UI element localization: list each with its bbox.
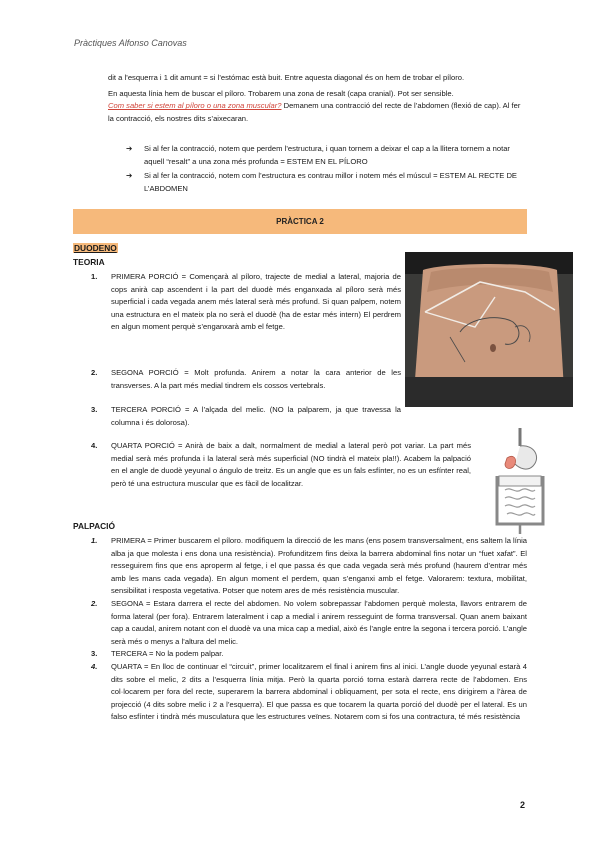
palpacio-item-4 [73,661,527,724]
palpacio-item-3 [73,648,527,661]
practice-banner-label: PRÀCTICA 2 [276,217,324,226]
teoria-list [73,271,401,334]
item-number: 3. [91,405,98,414]
teoria-item-3 [73,404,401,429]
teoria-list-2 [73,367,401,392]
item-text: TERCERA PORCIÓ = A l’alçada del melic. (NO la palparem, ja que travessa la columna i és dolorosa). [111,405,401,427]
item-text: QUARTA = En lloc de continuar el “circuit”, primer localitzarem el final i anirem fins al inici. L’angle duode yeyunal estarà 4 dits sobre el melic, 2 dits a l’esquerra línia mitja. Però la quarta porció torna estarà darrera recte de l’abdomen. Ens col·locarem per fora del recte, superarem la barrera abdominal i obliquament, per sota el recte, ens dirigirem a l’àrea de projecció (4 dits sobre melic i 2 a l’esquerra). El que passa es que tocarem la quarta porció del duodè per el lateral. Es un falso esfínter i tindrà més musculatura que les estructures veïnes. Notarem com si fos una contractura, té més resistència [111,661,527,722]
abdomen-photo [405,252,573,407]
teoria-item-1 [73,271,401,334]
item-number: 1. [91,272,98,281]
item-text: PRIMERA PORCIÓ = Començarà al píloro, trajecte de medial a lateral, majoria de cops anirà cap ascendent i la part del duodè més enganxada al píloro serà més superficial i cada vegada anem més lateral serà més profund. Si quan palpem, notem una estructura en el mateix pla no serà el duodè (ha de estar més intern) El perdrem en algun moment perquè s’enganxarà amb el fetge. [111,272,401,332]
teoria-item-4 [73,440,471,490]
intro-paragraph-1: dit a l’esquerra i 1 dit amunt = si l’estómac està buit. Entre aquesta diagonal és on hem de trobar el píloro. [108,73,465,82]
arrow-item-text: Si al fer la contracció, notem que perdem l’estructura, i quan tornem a deixar el cap a la llitera tornem a notar aquell “resalt” a una zona més profunda = ESTEM EN EL PÍLORO [144,144,510,166]
teoria-list-3 [73,404,401,429]
section-heading-duodeno: DUODENO [74,243,117,253]
intro-block [108,72,528,125]
arrow-item-text: Si al fer la contracció, notem com l’estructura es contrau millor i notem més el múscul = ESTEM AL RECTE DE L’ABDOMEN [144,171,517,193]
question-link[interactable]: Com saber si estem al píloro o una zona muscular? [108,101,282,111]
item-text: SEGONA = Estara darrera el recte del abdomen. No volem sobrepassar l’abdomen perquè molesta, llavors entrarem de forma lateral (per fora). Entrarem lateralment i cap a medial i anirem resseguint de forma transversal. Quan anem baixant cap a caudal, anirem notant con el duodè va una mica cap a medial, això és l’angle entre la segona i tercera porció. L’angle serà més o menys a l’altura del melic. [111,598,527,646]
item-number: 4. [91,441,98,450]
item-number: 2. [91,598,98,608]
page-header: Pràctiques Alfonso Canovas [74,38,187,48]
page-number: 2 [520,800,526,810]
section-heading-teoria: TEORIA [73,257,105,267]
palpacio-item-1 [73,535,527,598]
palpacio-item-2 [73,598,527,648]
arrow-right-icon: ➔ [126,171,133,181]
intro-paragraph-2: En aquesta línia hem de buscar el píloro. Trobarem una zona de resalt (capa cranial). Pot ser sensible. [108,88,454,98]
item-number: 3. [91,649,98,659]
teoria-item-2 [73,367,401,392]
item-text: TERCERA = No la podem palpar. [111,649,224,659]
teoria-list-4 [73,440,471,490]
item-text: SEGONA PORCIÓ = Molt profunda. Anirem a notar la cara anterior de les transverses. A la part més medial tindrem els cossos vertebrals. [111,368,401,390]
arrow-item [126,143,526,168]
practice-banner [73,209,527,234]
arrow-right-icon: ➔ [126,144,133,153]
item-number: 4. [91,661,98,671]
arrow-item [126,170,526,195]
arrow-list [126,143,526,197]
intro-paragraph-3-rest: Demanem una contracció del recte de l’abdomen (flexió de cap). Al fer la contracció, els nostres dits s’aixecaran. [108,101,521,123]
item-text: PRIMERA = Primer buscarem el píloro. modifiquem la direcció de les mans (ens posem transversalment, ens saltem la línia alba ja que molesta i ens dona una resistència). Profunditzem fins deixa la barrera abdominal fins notar un “fuet xafat”. El resseguirem fins que ens aproperm al fetge, i el que passa és que cada vegada serà més profund (haurem d’entrar més amb les mans cada vegada). En algun moment el perdem, quan s’enganxi amb el fetge. Valorarem: textura, mobilitat, sensibilitat i resposta vegetativa. Potser que notem ares de més resistència muscular. [111,536,527,596]
item-number: 1. [91,536,98,545]
intro-paragraph-3 [108,100,528,125]
item-text: QUARTA PORCIÓ = Anirà de baix a dalt, normalment de medial a lateral però pot variar. La part més medial serà més profunda i la lateral serà més superficial (NO tindrà el mateix pla!!). Acabem la palpació en el angle de duodè yeyunal o ángulo de treitz. Es un angle que es un fals esfínter, no es un esfínter real, però té una estructura muscular que es fàcil de localitzar. [111,441,471,488]
palpacio-list [73,535,527,724]
section-heading-palpacio: PALPACIÓ [73,521,116,531]
item-number: 2. [91,368,98,377]
digestive-tract-illustration [485,424,555,536]
